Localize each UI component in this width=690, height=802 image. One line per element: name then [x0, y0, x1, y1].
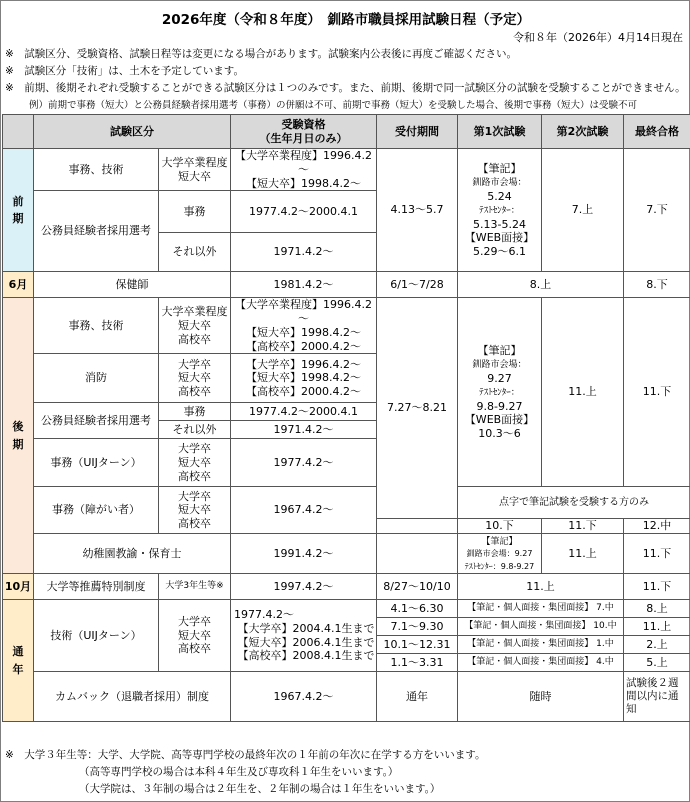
note-1: ※ 試験区分、受験資格、試験日程等は変更になる場合があります。試験案内公表後に再度ご確認ください。 — [5, 48, 517, 60]
tsunen-round-4-period: 1.1～3.31 — [377, 654, 458, 672]
header-blank — [3, 115, 34, 149]
june-label: 6月 — [3, 272, 34, 298]
zenki-keiken-jimu: 事務 — [159, 191, 231, 233]
kouki-tenji-second: 11.下 — [542, 519, 624, 534]
october-label: 10月 — [3, 574, 34, 600]
kouki-keiken-other-elig: 1971.4.2～ — [231, 421, 377, 439]
zenki-period: 4.13～5.7 — [377, 149, 458, 272]
tsunen-round-2-period: 7.1～9.30 — [377, 618, 458, 636]
october-elig: 1997.4.2～ — [231, 574, 377, 600]
kouki-label: 後 期 — [3, 298, 34, 574]
tsunen-round-2-exam: 【筆記・個人面接・集団面接】 10.中 — [458, 618, 624, 636]
table-row — [3, 534, 690, 574]
kouki-shobo-elig: 【大学卒】1996.4.2～ 【短大卒】1998.4.2～ 【高校卒】2000.4.2～ — [231, 354, 377, 403]
kouki-tenji-note: 点字で筆記試験を受験する方のみ — [458, 487, 690, 519]
tsunen-gijutsu: 技術（UIJターン） — [34, 600, 159, 672]
kouki-uij-levels: 大学卒 短大卒 高校卒 — [159, 439, 231, 487]
note-example: 例）前期で事務（短大）と公務員経験者採用選考（事務）の併願は不可、前期で事務（短大）を受験した場合、後期で事務（短大）は受験不可 — [29, 100, 638, 111]
tsunen-round-1-period: 4.1～6.30 — [377, 600, 458, 618]
tsunen-levels: 大学卒 短大卒 高校卒 — [159, 600, 231, 672]
october-exam: 11.上 — [458, 574, 624, 600]
october-period: 8/27～10/10 — [377, 574, 458, 600]
schedule-table — [2, 114, 690, 722]
table-row — [3, 487, 690, 519]
kouki-first-exam: 【筆記】 釧路市会場： 9.27 ﾃｽﾄｾﾝﾀｰ： 9.8-9.27 【WEB面接】 10.3～6 — [458, 298, 542, 487]
kouki-jimu-elig: 【大学卒業程度】1996.4.2～ 【短大卒】1998.4.2～ 【高校卒】2000.4.2～ — [231, 298, 377, 354]
zenki-second-exam: 7.上 — [542, 149, 624, 272]
kouki-tenji-period-blank — [377, 519, 458, 534]
tsunen-round-3-exam: 【筆記・個人面接・集団面接】 1.中 — [458, 636, 624, 654]
kouki-shobo-levels: 大学卒 短大卒 高校卒 — [159, 354, 231, 403]
zenki-keiken-other: それ以外 — [159, 233, 231, 272]
kouki-second-exam: 11.上 — [542, 298, 624, 487]
kouki-keiken-jimu-elig: 1977.4.2～2000.4.1 — [231, 403, 377, 421]
kouki-keiken: 公務員経験者採用選考 — [34, 403, 159, 439]
kouki-period: 7.27～8.21 — [377, 298, 458, 519]
zenki-label: 前 期 — [3, 149, 34, 272]
header-row — [3, 115, 690, 149]
header-category: 試験区分 — [34, 115, 231, 149]
header-second-exam: 第2次試験 — [542, 115, 624, 149]
tsunen-comeback-exam: 随時 — [458, 672, 624, 722]
footer-note-1: ※ 大学３年生等：大学、大学院、高等専門学校の最終年次の１年前の年次に在学する方をいいます。 — [5, 749, 486, 761]
tsunen-elig: 1977.4.2～ 【大学卒】2004.4.1生まで 【短大卒】2006.4.1生まで 【高校卒】2008.4.1生まで — [231, 600, 377, 672]
kouki-shogai-elig: 1967.4.2～ — [231, 487, 377, 534]
zenki-first-exam: 【筆記】 釧路市会場： 5.24 ﾃｽﾄｾﾝﾀｰ： 5.13-5.24 【WEB面接】 5.29～6.1 — [458, 149, 542, 272]
june-name: 保健師 — [34, 272, 231, 298]
kouki-yochien-first: 【筆記】 釧路市会場：9.27 ﾃｽﾄｾﾝﾀｰ：9.8-9.27 — [458, 534, 542, 574]
footer-note-3: （大学院は、３年制の場合は２年生を、２年制の場合は１年生をいいます。） — [79, 783, 441, 795]
june-elig: 1981.4.2～ — [231, 272, 377, 298]
header-period: 受付期間 — [377, 115, 458, 149]
table-row — [3, 149, 690, 191]
zenki-keiken-jimu-elig: 1977.4.2～2000.4.1 — [231, 191, 377, 233]
tsunen-round-4-exam: 【筆記・個人面接・集団面接】 4.中 — [458, 654, 624, 672]
kouki-keiken-jimu: 事務 — [159, 403, 231, 421]
june-final: 8.下 — [624, 272, 690, 298]
zenki-jimu-elig: 【大学卒業程度】1996.4.2～ 【短大卒】1998.4.2～ — [231, 149, 377, 191]
table-row — [3, 574, 690, 600]
tsunen-label: 通 年 — [3, 600, 34, 722]
kouki-jimu-levels: 大学卒業程度 短大卒 高校卒 — [159, 298, 231, 354]
tsunen-comeback: カムバック（退職者採用）制度 — [34, 672, 231, 722]
tsunen-round-2-final: 11.上 — [624, 618, 690, 636]
kouki-yochien-period-blank — [377, 534, 458, 574]
kouki-yochien-second: 11.上 — [542, 534, 624, 574]
note-2: ※ 試験区分「技術」は、土木を予定しています。 — [5, 65, 244, 77]
june-period: 6/1～7/28 — [377, 272, 458, 298]
zenki-keiken: 公務員経験者採用選考 — [34, 191, 159, 272]
note-3: ※ 前期、後期それぞれ受験することができる試験区分は１つのみです。また、前期、後期で同一試験区分の試験を受験することができません。 — [5, 82, 686, 94]
october-level: 大学3年生等※ — [159, 574, 231, 600]
table-row — [3, 672, 690, 722]
kouki-tenji-final: 12.中 — [624, 519, 690, 534]
tsunen-round-1-exam: 【筆記・個人面接・集団面接】 7.中 — [458, 600, 624, 618]
header-eligibility: 受験資格 （生年月日のみ） — [231, 115, 377, 149]
october-name: 大学等推薦特別制度 — [34, 574, 159, 600]
zenki-keiken-other-elig: 1971.4.2～ — [231, 233, 377, 272]
kouki-keiken-other: それ以外 — [159, 421, 231, 439]
tsunen-round-3-final: 2.上 — [624, 636, 690, 654]
kouki-tenji-first: 10.下 — [458, 519, 542, 534]
table-row — [3, 298, 690, 354]
header-final: 最終合格 — [624, 115, 690, 149]
header-first-exam: 第1次試験 — [458, 115, 542, 149]
kouki-uij-elig: 1977.4.2～ — [231, 439, 377, 487]
footer-note-2: （高等専門学校の場合は本科４年生及び専攻科１年生をいいます。） — [79, 766, 399, 778]
tsunen-round-4-final: 5.上 — [624, 654, 690, 672]
zenki-final: 7.下 — [624, 149, 690, 272]
kouki-jimu: 事務、技術 — [34, 298, 159, 354]
tsunen-round-3-period: 10.1～12.31 — [377, 636, 458, 654]
october-final: 11.下 — [624, 574, 690, 600]
as-of-date: 令和８年（2026年）4月14日現在 — [513, 31, 683, 44]
kouki-yochien-final: 11.下 — [624, 534, 690, 574]
kouki-final: 11.下 — [624, 298, 690, 487]
tsunen-comeback-elig: 1967.4.2～ — [231, 672, 377, 722]
kouki-uij: 事務（UIJターン） — [34, 439, 159, 487]
page-title: 2026年度（令和８年度） 釧路市職員採用試験日程（予定） — [161, 12, 531, 28]
june-exam: 8.上 — [458, 272, 624, 298]
kouki-shogai: 事務（障がい者） — [34, 487, 159, 534]
zenki-jimu: 事務、技術 — [34, 149, 159, 191]
table-row — [3, 272, 690, 298]
zenki-jimu-levels: 大学卒業程度 短大卒 — [159, 149, 231, 191]
tsunen-comeback-period: 通年 — [377, 672, 458, 722]
kouki-shogai-levels: 大学卒 短大卒 高校卒 — [159, 487, 231, 534]
tsunen-comeback-final: 試験後２週間以内に通知 — [624, 672, 690, 722]
table-row — [3, 600, 690, 618]
tsunen-round-1-final: 8.上 — [624, 600, 690, 618]
kouki-yochien: 幼稚園教諭・保育士 — [34, 534, 231, 574]
kouki-shobo: 消防 — [34, 354, 159, 403]
kouki-yochien-elig: 1991.4.2～ — [231, 534, 377, 574]
